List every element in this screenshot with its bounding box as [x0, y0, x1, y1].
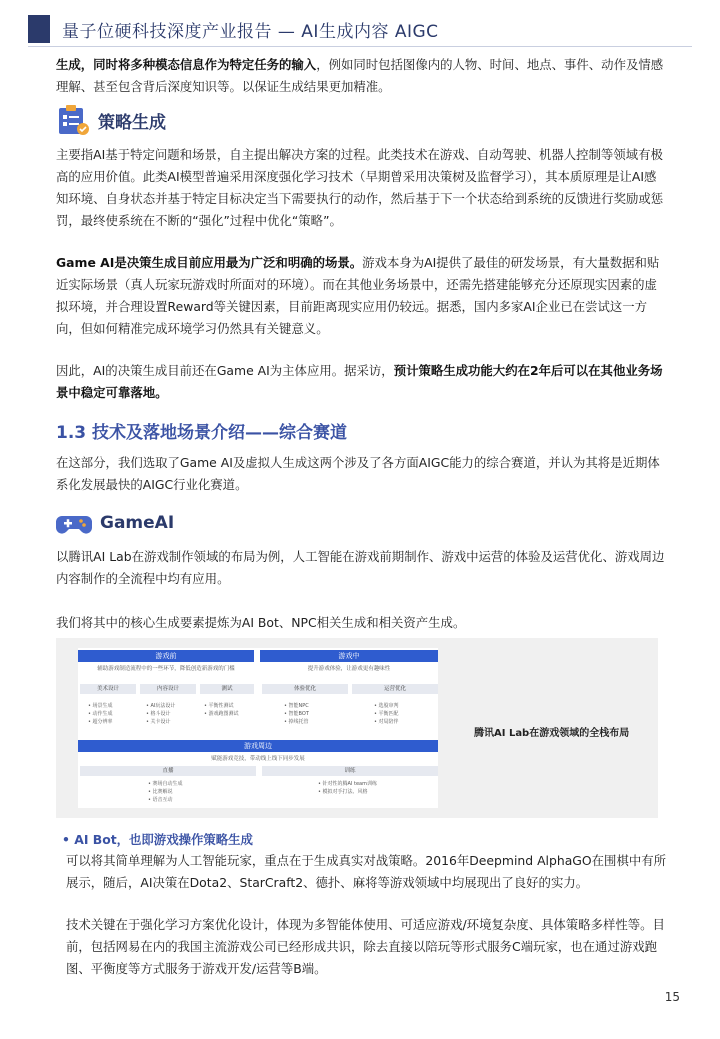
box-training: 训练	[262, 766, 438, 776]
tencent-ai-lab-diagram	[56, 638, 658, 818]
list-experience: • 智能NPC • 智能BOT • 掉线托管	[284, 703, 309, 725]
section-1-3-paragraph: 在这部分，我们选取了Game AI及虚拟人生成这两个涉及了各方面AIGC能力的综合赛道，并认为其将是近期体系化发展最快的AIGC行业化赛道。	[56, 455, 660, 492]
post-game-desc: 赋能游戏竞技，带动线上线下同步发展	[211, 756, 305, 762]
in-game-desc: 提升游戏体验，让游戏更有趣味性	[307, 666, 391, 672]
page-header	[28, 14, 439, 44]
clipboard-checklist-icon	[56, 104, 90, 136]
aibot-title: • AI Bot，也即游戏操作策略生成	[62, 832, 253, 847]
header-title: 量子位硬科技深度产业报告 — AI生成内容 AIGC	[62, 21, 439, 42]
intro-bold: 生成，同时将多种模态信息作为特定任务的输入	[56, 57, 317, 72]
pre-game-desc: 辅助游戏制造流程中的一些环节，降低创造新游戏的门槛	[97, 666, 235, 672]
list-live: • 赛场自动生成 • 比赛解说 • 语音互动	[148, 781, 183, 803]
list-training: • 针对性的腾AI team训练 • 模拟对手打法、风格	[318, 781, 377, 795]
list-test: • 平衡性测试 • 游戏跑图测试	[204, 703, 239, 717]
box-art-design: 美术设计	[80, 684, 136, 694]
header-divider	[28, 46, 692, 47]
aibot-paragraph-2: 技术关键在于强化学习方案优化设计，体现为多智能体使用、可适应游戏/环境复杂度、具体策略多样性等。目前，包括网易在内的我国主流游戏公司已经形成共识，除去直接以陪玩等形式服务C端玩家，也在通过游戏跑图、平衡度等方式服务于游戏开发/运营等B端。	[66, 917, 665, 976]
box-operation: 运营优化	[352, 684, 438, 694]
gameai-paragraph-1: 以腾讯AI Lab在游戏制作领域的布局为例，人工智能在游戏前期制作、游戏中运营的体验及运营优化、游戏周边内容制作的全流程中均有应用。	[56, 549, 665, 586]
gameai-title: GameAI	[100, 513, 175, 533]
strategy-p2-rest: 游戏本身为AI提供了最佳的研发场景，有大量数据和贴近实际场景（真人玩家玩游戏时所面对的环境）。而在其他业务场景中，还需先搭建能够充分还原现实因素的虚拟环境，并合理设置Reward等关键因素，目前距离现实应用仍较远。据悉，国内多家AI企业已在尝试这一方向，但如何精准完成环境学习仍然具有关键意义。	[56, 255, 660, 336]
header-square-icon	[28, 15, 50, 43]
gameai-paragraph-2: 我们将其中的核心生成要素提炼为AI Bot、NPC相关生成和相关资产生成。	[56, 615, 466, 630]
strategy-paragraph-1: 主要指AI基于特定问题和场景，自主提出解决方案的过程。此类技术在游戏、自动驾驶、机器人控制等领域有极高的应用价值。此类AI模型普遍采用深度强化学习技术（早期曾采用决策树及监督学习），其本质原理是让AI感知环境、自身状态并基于特定目标决定当下需要执行的动作，然后基于下一个状态给到系统的反馈进行奖励或惩罚，最终使系统在不断的“强化”过程中优化“策略”。	[56, 147, 664, 228]
list-operation: • 选股审判 • 平衡匹配 • 对局陪伴	[374, 703, 399, 725]
page-number: 15	[664, 990, 680, 1004]
aibot-paragraph-1: 可以将其简单理解为人工智能玩家，重点在于生成真实对战策略。2016年Deepmind AlphaGO在围棋中有所展示，随后，AI决策在Dota2、StarCraft2、德扑、麻将等游戏领域中均展现出了良好的实力。	[66, 853, 667, 890]
in-game-bar: 游戏中	[260, 650, 438, 662]
post-game-bar: 游戏周边	[78, 740, 438, 752]
box-live: 直播	[80, 766, 256, 776]
box-experience: 体验优化	[262, 684, 348, 694]
strategy-paragraph-3	[56, 360, 666, 404]
gamepad-icon	[56, 508, 92, 538]
section-1-3-title: 1.3 技术及落地场景介绍——综合赛道	[56, 423, 348, 443]
list-art: • 场景生成 • 动作生成 • 超分辨率	[88, 703, 113, 725]
gameai-heading	[56, 508, 174, 538]
intro-rest: ，例如同时包括图像内的人物、时间、地点、事件、动作及情感理解、甚至包含背后深度知识等。以保证生成结果更加精准。	[56, 57, 664, 94]
list-content: • AI玩法设计 • 格斗设计 • 关卡设计	[146, 703, 176, 725]
strategy-p3-pre: 因此，AI的决策生成目前还在Game AI为主体应用。据采访，	[56, 363, 394, 378]
box-testing: 测试	[200, 684, 254, 694]
box-content-design: 内容设计	[140, 684, 196, 694]
diagram-chart	[78, 648, 438, 808]
diagram-caption: 腾讯AI Lab在游戏领域的全栈布局	[474, 728, 630, 739]
strategy-title: 策略生成	[98, 112, 166, 133]
strategy-p2-bold: Game AI是决策生成目前应用最为广泛和明确的场景。	[56, 255, 363, 270]
strategy-p3-bold: 预计策略生成功能大约在2年后可以在其他业务场景中稳定可靠落地。	[56, 363, 663, 400]
strategy-paragraph-2	[56, 252, 666, 340]
strategy-heading	[56, 104, 166, 136]
pre-game-bar: 游戏前	[78, 650, 254, 662]
intro-paragraph	[56, 54, 666, 98]
